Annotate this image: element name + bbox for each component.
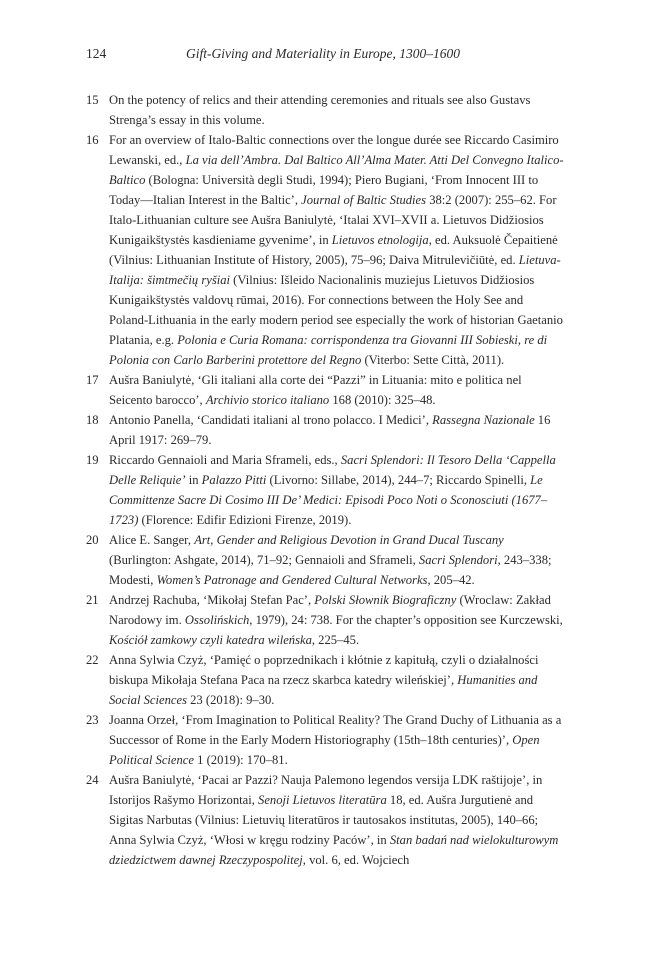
page-number: 124	[86, 46, 107, 61]
endnote-17	[86, 370, 564, 410]
note-text-segment: Aušra Baniulytė, ‘Pacai ar Pazzi? Nauja Palemono legendos versija LDK raštijoje’, in Istorijos Rašymo Horizontai,	[109, 773, 543, 807]
note-text-segment: , ed. Auksuolė Čepaitienė (Vilnius: Lithuanian Institute of History, 2005), 75–96; Daiva Mitrulevičiūtė, ed.	[109, 233, 558, 267]
endnote-number: 19	[86, 453, 99, 467]
endnote-24	[86, 770, 564, 870]
endnote-text	[109, 370, 564, 410]
endnote-22	[86, 650, 564, 710]
note-text-segment: 18, ed. Aušra Jurgutienė and Sigitas Narbutas (Vilnius: Lietuvių literatūros ir tautosakos institutas, 2005), 140–66; Anna Sylwia Czyż, ‘Włosi w kręgu rodziny Paców’, in	[109, 793, 539, 847]
italic-title: Sacri Splendori	[418, 553, 498, 567]
italic-title: La via dell’Ambra. Dal Baltico All’Alma Mater. Atti Del Convegno Italico-Baltico	[109, 153, 564, 187]
italic-title: Polonia e Curia Romana: corrispondenza tra Giovanni III Sobieski, re di Polonia con Carlo Barberini protettore del Regno	[109, 333, 548, 367]
note-text-segment: Anna Sylwia Czyż, ‘Pamięć o poprzednikach i kłótnie z kapitułą, czyli o działalności biskupa Mikołaja Stefana Paca na rzecz skarbca katedry wileńskiej’,	[109, 653, 539, 687]
note-text-segment: , 243–338; Modesti,	[109, 553, 552, 587]
endnote-text	[109, 530, 564, 590]
note-text-segment: For an overview of Italo-Baltic connections over the longue durée see Riccardo Casimiro Lewanski, ed.,	[109, 133, 559, 167]
note-text-segment: (Vilnius: Išleido Nacionalinis muziejus Lietuvos Didžiosios Kunigaikštystės valdovų rūmai, 2016). For connections between the Holy See and Poland-Lithuania in the early modern period see especially the work of historian Gaetanio Platania, e.g.	[109, 273, 563, 347]
note-text-segment: On the potency of relics and their attending ceremonies and rituals see also Gustavs Strenga’s essay in this volume.	[109, 93, 531, 127]
italic-title: Humanities and Social Sciences	[109, 673, 538, 707]
endnote-text	[109, 770, 564, 870]
endnote-19	[86, 450, 564, 530]
note-text-segment: 1 (2019): 170–81.	[193, 753, 288, 767]
italic-title: Lietuva-Italija: šimtmečių ryšiai	[109, 253, 561, 287]
running-title: Gift-Giving and Materiality in Europe, 1300–1600	[186, 46, 460, 61]
endnote-20	[86, 530, 564, 590]
endnote-text	[109, 650, 564, 710]
note-text-segment: 23 (2018): 9–30.	[186, 693, 275, 707]
note-text-segment: (Livorno: Sillabe, 2014), 244–7; Riccardo Spinelli,	[266, 473, 531, 487]
italic-title: Le Committenze Sacre Di Cosimo III De’ Medici: Episodi Poco Noti o Sconosciuti (1677–1723)	[109, 473, 548, 527]
italic-title: Women’s Patronage and Gendered Cultural Networks	[156, 573, 428, 587]
endnote-18	[86, 410, 564, 450]
endnote-number: 22	[86, 653, 99, 667]
italic-title: Journal of Baltic Studies	[301, 193, 427, 207]
endnote-number: 15	[86, 93, 99, 107]
endnote-number: 16	[86, 133, 99, 147]
note-text-segment: Andrzej Rachuba, ‘Mikołaj Stefan Pac’,	[109, 593, 315, 607]
italic-title: Open Political Science	[109, 733, 540, 767]
italic-title: Polski Słownik Biograficzny	[314, 593, 457, 607]
italic-title: Palazzo Pitti	[201, 473, 267, 487]
endnote-15	[86, 90, 564, 130]
endnote-text	[109, 410, 564, 450]
endnote-23	[86, 710, 564, 770]
italic-title: Senoji Lietuvos literatūra	[258, 793, 387, 807]
endnote-21	[86, 590, 564, 650]
endnote-number: 21	[86, 593, 99, 607]
endnote-text	[109, 130, 564, 370]
endnote-text	[109, 90, 564, 130]
endnote-number: 20	[86, 533, 99, 547]
endnote-number: 23	[86, 713, 99, 727]
note-text-segment: , 225–45.	[311, 633, 360, 647]
italic-title: Kościół zamkowy czyli katedra wileńska	[109, 633, 312, 647]
note-text-segment: 168 (2010): 325–48.	[329, 393, 436, 407]
endnote-text	[109, 590, 564, 650]
endnote-16	[86, 130, 564, 370]
note-text-segment: in	[185, 473, 202, 487]
note-text-segment: 16 April 1917: 269–79.	[109, 413, 551, 447]
note-text-segment: (Florence: Edifir Edizioni Firenze, 2019).	[138, 513, 352, 527]
note-text-segment: Antonio Panella, ‘Candidati italiani al trono polacco. I Medici’,	[109, 413, 433, 427]
italic-title: Rassegna Nazionale	[432, 413, 535, 427]
endnote-text	[109, 710, 564, 770]
italic-title: Sacri Splendori: Il Tesoro Della ‘Cappella Delle Reliquie’	[109, 453, 556, 487]
endnote-number: 24	[86, 773, 99, 787]
note-text-segment: (Viterbo: Sette Città, 2011).	[361, 353, 505, 367]
note-text-segment: Aušra Baniulytė, ‘Gli italiani alla corte dei “Pazzi” in Lituania: mito e politica nel Seicento barocco’,	[109, 373, 522, 407]
endnote-text	[109, 450, 564, 530]
note-text-segment: Joanna Orzeł, ‘From Imagination to Political Reality? The Grand Duchy of Lithuania as a Successor of Rome in the Early Modern Historiography (15th–18th centuries)’,	[109, 713, 562, 747]
endnote-number: 17	[86, 373, 99, 387]
endnote-number: 18	[86, 413, 99, 427]
note-text-segment: , 205–42.	[427, 573, 475, 587]
note-text-segment: (Wroclaw: Zakład Narodowy im.	[109, 593, 551, 627]
italic-title: Stan badań nad wielokulturowym dziedzictwem dawnej Rzeczypospolitej	[109, 833, 559, 867]
note-text-segment: , 1979), 24: 738. For the chapter’s opposition see Kurczewski,	[249, 613, 563, 627]
italic-title: Art, Gender and Religious Devotion in Grand Ducal Tuscany	[194, 533, 504, 547]
italic-title: Archivio storico italiano	[205, 393, 330, 407]
note-text-segment: 38:2 (2007): 255–62. For Italo-Lithuanian culture see Aušra Baniulytė, ‘Italai XVI–XVII a. Lietuvos Didžiosios Kunigaikštystės kasdieniame gyvenime’, in	[109, 193, 557, 247]
note-text-segment: , vol. 6, ed. Wojciech	[302, 853, 410, 867]
note-text-segment: (Bologna: Università degli Studi, 1994); Piero Bugiani, ‘From Innocent III to Today—Italian Interest in the Baltic’,	[109, 173, 539, 207]
endnotes-list	[86, 90, 564, 870]
note-text-segment: Riccardo Gennaioli and Maria Sframeli, eds.,	[109, 453, 341, 467]
italic-title: Ossolińskich	[184, 613, 250, 627]
italic-title: Lietuvos etnologija	[331, 233, 429, 247]
note-text-segment: Alice E. Sanger,	[109, 533, 195, 547]
note-text-segment: (Burlington: Ashgate, 2014), 71–92; Gennaioli and Sframeli,	[109, 553, 419, 567]
